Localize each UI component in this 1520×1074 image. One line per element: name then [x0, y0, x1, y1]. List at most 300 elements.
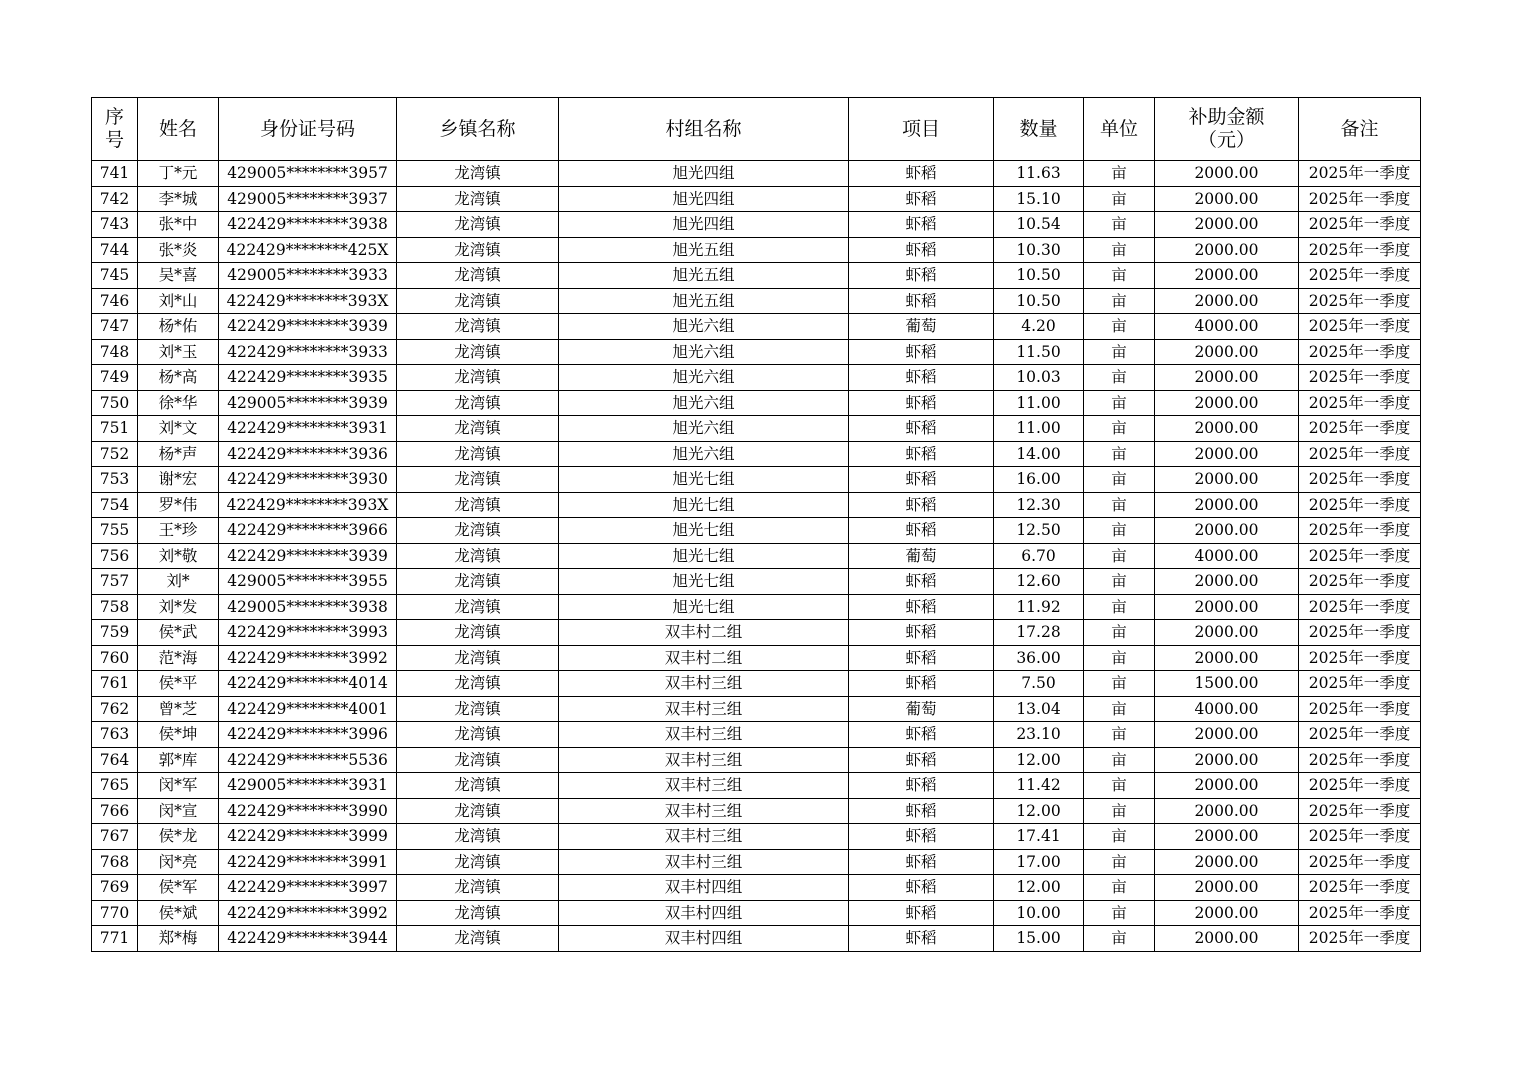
cell-item: 虾稻 — [849, 875, 994, 901]
cell-subsidy-amount: 2000.00 — [1155, 467, 1299, 493]
cell-seq: 746 — [92, 288, 138, 314]
cell-remarks: 2025年一季度 — [1299, 441, 1421, 467]
cell-unit: 亩 — [1084, 824, 1155, 850]
table-row — [92, 416, 1421, 442]
cell-seq: 755 — [92, 518, 138, 544]
cell-village-group: 双丰村三组 — [559, 824, 849, 850]
cell-item: 虾稻 — [849, 339, 994, 365]
cell-township: 龙湾镇 — [397, 314, 559, 340]
cell-item: 虾稻 — [849, 569, 994, 595]
cell-quantity: 17.28 — [994, 620, 1084, 646]
cell-unit: 亩 — [1084, 722, 1155, 748]
cell-subsidy-amount: 2000.00 — [1155, 747, 1299, 773]
cell-seq: 757 — [92, 569, 138, 595]
cell-id-number: 422429********3936 — [219, 441, 397, 467]
cell-name: 谢*宏 — [138, 467, 219, 493]
cell-village-group: 旭光七组 — [559, 467, 849, 493]
cell-quantity: 11.00 — [994, 390, 1084, 416]
cell-quantity: 12.60 — [994, 569, 1084, 595]
cell-township: 龙湾镇 — [397, 849, 559, 875]
cell-village-group: 双丰村四组 — [559, 875, 849, 901]
cell-seq: 753 — [92, 467, 138, 493]
cell-unit: 亩 — [1084, 645, 1155, 671]
cell-quantity: 4.20 — [994, 314, 1084, 340]
table-row — [92, 543, 1421, 569]
table-row — [92, 849, 1421, 875]
cell-unit: 亩 — [1084, 212, 1155, 238]
cell-seq: 754 — [92, 492, 138, 518]
cell-item: 虾稻 — [849, 263, 994, 289]
table-row — [92, 926, 1421, 952]
cell-subsidy-amount: 2000.00 — [1155, 849, 1299, 875]
cell-item: 虾稻 — [849, 773, 994, 799]
cell-township: 龙湾镇 — [397, 518, 559, 544]
cell-remarks: 2025年一季度 — [1299, 594, 1421, 620]
cell-item: 虾稻 — [849, 926, 994, 952]
cell-quantity: 11.63 — [994, 161, 1084, 187]
cell-township: 龙湾镇 — [397, 390, 559, 416]
cell-village-group: 旭光六组 — [559, 390, 849, 416]
cell-unit: 亩 — [1084, 314, 1155, 340]
cell-id-number: 422429********5536 — [219, 747, 397, 773]
cell-unit: 亩 — [1084, 263, 1155, 289]
table-row — [92, 186, 1421, 212]
cell-township: 龙湾镇 — [397, 467, 559, 493]
cell-township: 龙湾镇 — [397, 620, 559, 646]
table-row — [92, 722, 1421, 748]
cell-name: 曾*芝 — [138, 696, 219, 722]
cell-subsidy-amount: 2000.00 — [1155, 492, 1299, 518]
cell-township: 龙湾镇 — [397, 798, 559, 824]
cell-name: 侯*平 — [138, 671, 219, 697]
table-row — [92, 212, 1421, 238]
cell-remarks: 2025年一季度 — [1299, 467, 1421, 493]
cell-remarks: 2025年一季度 — [1299, 288, 1421, 314]
cell-quantity: 17.41 — [994, 824, 1084, 850]
cell-remarks: 2025年一季度 — [1299, 722, 1421, 748]
cell-name: 侯*军 — [138, 875, 219, 901]
cell-unit: 亩 — [1084, 543, 1155, 569]
cell-village-group: 双丰村三组 — [559, 671, 849, 697]
cell-item: 虾稻 — [849, 900, 994, 926]
header-id-number: 身份证号码 — [219, 98, 397, 161]
cell-name: 杨*佑 — [138, 314, 219, 340]
cell-village-group: 双丰村三组 — [559, 722, 849, 748]
cell-remarks: 2025年一季度 — [1299, 798, 1421, 824]
cell-township: 龙湾镇 — [397, 339, 559, 365]
cell-subsidy-amount: 2000.00 — [1155, 773, 1299, 799]
cell-name: 侯*坤 — [138, 722, 219, 748]
cell-item: 虾稻 — [849, 365, 994, 391]
cell-seq: 761 — [92, 671, 138, 697]
cell-village-group: 旭光七组 — [559, 518, 849, 544]
cell-name: 徐*华 — [138, 390, 219, 416]
cell-id-number: 429005********3939 — [219, 390, 397, 416]
cell-quantity: 10.50 — [994, 288, 1084, 314]
cell-remarks: 2025年一季度 — [1299, 620, 1421, 646]
cell-name: 闵*军 — [138, 773, 219, 799]
cell-village-group: 旭光五组 — [559, 288, 849, 314]
table-row — [92, 747, 1421, 773]
cell-quantity: 15.00 — [994, 926, 1084, 952]
cell-seq: 767 — [92, 824, 138, 850]
cell-item: 虾稻 — [849, 645, 994, 671]
cell-remarks: 2025年一季度 — [1299, 492, 1421, 518]
cell-quantity: 15.10 — [994, 186, 1084, 212]
cell-item: 虾稻 — [849, 594, 994, 620]
table-row — [92, 441, 1421, 467]
cell-quantity: 7.50 — [994, 671, 1084, 697]
cell-township: 龙湾镇 — [397, 441, 559, 467]
table-row — [92, 518, 1421, 544]
cell-seq: 760 — [92, 645, 138, 671]
cell-seq: 758 — [92, 594, 138, 620]
cell-item: 虾稻 — [849, 416, 994, 442]
header-row — [92, 98, 1421, 161]
cell-remarks: 2025年一季度 — [1299, 900, 1421, 926]
cell-unit: 亩 — [1084, 696, 1155, 722]
cell-unit: 亩 — [1084, 492, 1155, 518]
cell-remarks: 2025年一季度 — [1299, 747, 1421, 773]
cell-subsidy-amount: 2000.00 — [1155, 875, 1299, 901]
cell-id-number: 422429********4001 — [219, 696, 397, 722]
table-row — [92, 161, 1421, 187]
cell-unit: 亩 — [1084, 161, 1155, 187]
cell-unit: 亩 — [1084, 926, 1155, 952]
cell-id-number: 422429********3939 — [219, 314, 397, 340]
cell-item: 虾稻 — [849, 467, 994, 493]
cell-unit: 亩 — [1084, 875, 1155, 901]
cell-quantity: 13.04 — [994, 696, 1084, 722]
cell-id-number: 422429********3999 — [219, 824, 397, 850]
cell-seq: 749 — [92, 365, 138, 391]
cell-quantity: 11.50 — [994, 339, 1084, 365]
cell-remarks: 2025年一季度 — [1299, 339, 1421, 365]
cell-township: 龙湾镇 — [397, 416, 559, 442]
cell-seq: 766 — [92, 798, 138, 824]
cell-quantity: 17.00 — [994, 849, 1084, 875]
cell-village-group: 双丰村四组 — [559, 900, 849, 926]
cell-id-number: 429005********3938 — [219, 594, 397, 620]
cell-subsidy-amount: 4000.00 — [1155, 696, 1299, 722]
cell-name: 侯*龙 — [138, 824, 219, 850]
cell-subsidy-amount: 2000.00 — [1155, 645, 1299, 671]
cell-seq: 763 — [92, 722, 138, 748]
cell-village-group: 双丰村四组 — [559, 926, 849, 952]
cell-village-group: 双丰村三组 — [559, 798, 849, 824]
cell-name: 杨*声 — [138, 441, 219, 467]
cell-id-number: 422429********3930 — [219, 467, 397, 493]
cell-township: 龙湾镇 — [397, 569, 559, 595]
cell-village-group: 双丰村三组 — [559, 696, 849, 722]
cell-village-group: 双丰村三组 — [559, 747, 849, 773]
cell-seq: 747 — [92, 314, 138, 340]
cell-remarks: 2025年一季度 — [1299, 569, 1421, 595]
cell-name: 吴*喜 — [138, 263, 219, 289]
table-row — [92, 237, 1421, 263]
cell-unit: 亩 — [1084, 416, 1155, 442]
cell-seq: 762 — [92, 696, 138, 722]
table-row — [92, 875, 1421, 901]
table-row — [92, 263, 1421, 289]
cell-item: 虾稻 — [849, 747, 994, 773]
cell-name: 张*炎 — [138, 237, 219, 263]
cell-unit: 亩 — [1084, 518, 1155, 544]
table-row — [92, 314, 1421, 340]
cell-name: 丁*元 — [138, 161, 219, 187]
cell-id-number: 429005********3931 — [219, 773, 397, 799]
cell-remarks: 2025年一季度 — [1299, 645, 1421, 671]
cell-unit: 亩 — [1084, 186, 1155, 212]
table-row — [92, 467, 1421, 493]
cell-township: 龙湾镇 — [397, 492, 559, 518]
header-subsidy: 补助金额（元） — [1155, 98, 1299, 161]
cell-name: 侯*斌 — [138, 900, 219, 926]
cell-item: 虾稻 — [849, 798, 994, 824]
table-body — [92, 161, 1421, 952]
cell-name: 闵*亮 — [138, 849, 219, 875]
cell-unit: 亩 — [1084, 569, 1155, 595]
cell-name: 刘*玉 — [138, 339, 219, 365]
cell-name: 范*海 — [138, 645, 219, 671]
cell-id-number: 422429********3991 — [219, 849, 397, 875]
cell-subsidy-amount: 2000.00 — [1155, 237, 1299, 263]
cell-remarks: 2025年一季度 — [1299, 314, 1421, 340]
cell-subsidy-amount: 2000.00 — [1155, 339, 1299, 365]
cell-village-group: 旭光六组 — [559, 314, 849, 340]
cell-seq: 741 — [92, 161, 138, 187]
cell-quantity: 11.92 — [994, 594, 1084, 620]
cell-item: 虾稻 — [849, 237, 994, 263]
cell-name: 李*城 — [138, 186, 219, 212]
cell-id-number: 422429********3944 — [219, 926, 397, 952]
subsidy-table — [91, 97, 1421, 952]
cell-remarks: 2025年一季度 — [1299, 365, 1421, 391]
cell-id-number: 422429********425X — [219, 237, 397, 263]
cell-item: 虾稻 — [849, 390, 994, 416]
cell-unit: 亩 — [1084, 365, 1155, 391]
cell-name: 闵*宣 — [138, 798, 219, 824]
cell-subsidy-amount: 2000.00 — [1155, 926, 1299, 952]
cell-quantity: 12.00 — [994, 875, 1084, 901]
cell-name: 王*珍 — [138, 518, 219, 544]
cell-id-number: 429005********3933 — [219, 263, 397, 289]
cell-subsidy-amount: 1500.00 — [1155, 671, 1299, 697]
cell-item: 虾稻 — [849, 518, 994, 544]
cell-seq: 751 — [92, 416, 138, 442]
table-row — [92, 492, 1421, 518]
cell-remarks: 2025年一季度 — [1299, 518, 1421, 544]
cell-seq: 750 — [92, 390, 138, 416]
cell-seq: 745 — [92, 263, 138, 289]
cell-item: 葡萄 — [849, 543, 994, 569]
header-name: 姓名 — [138, 98, 219, 161]
cell-item: 虾稻 — [849, 671, 994, 697]
cell-remarks: 2025年一季度 — [1299, 416, 1421, 442]
cell-remarks: 2025年一季度 — [1299, 671, 1421, 697]
cell-township: 龙湾镇 — [397, 875, 559, 901]
cell-subsidy-amount: 2000.00 — [1155, 620, 1299, 646]
cell-seq: 771 — [92, 926, 138, 952]
cell-remarks: 2025年一季度 — [1299, 390, 1421, 416]
table-header — [92, 98, 1421, 161]
cell-id-number: 429005********3955 — [219, 569, 397, 595]
cell-quantity: 10.50 — [994, 263, 1084, 289]
cell-remarks: 2025年一季度 — [1299, 237, 1421, 263]
cell-village-group: 旭光七组 — [559, 569, 849, 595]
cell-unit: 亩 — [1084, 441, 1155, 467]
cell-township: 龙湾镇 — [397, 645, 559, 671]
cell-village-group: 双丰村二组 — [559, 645, 849, 671]
cell-quantity: 11.00 — [994, 416, 1084, 442]
cell-subsidy-amount: 2000.00 — [1155, 594, 1299, 620]
cell-quantity: 10.30 — [994, 237, 1084, 263]
cell-name: 罗*伟 — [138, 492, 219, 518]
cell-item: 虾稻 — [849, 824, 994, 850]
cell-seq: 768 — [92, 849, 138, 875]
cell-id-number: 422429********3939 — [219, 543, 397, 569]
cell-quantity: 12.00 — [994, 747, 1084, 773]
cell-remarks: 2025年一季度 — [1299, 212, 1421, 238]
table-row — [92, 824, 1421, 850]
cell-quantity: 36.00 — [994, 645, 1084, 671]
cell-quantity: 12.30 — [994, 492, 1084, 518]
cell-id-number: 422429********3997 — [219, 875, 397, 901]
cell-unit: 亩 — [1084, 671, 1155, 697]
cell-village-group: 旭光五组 — [559, 263, 849, 289]
cell-village-group: 旭光六组 — [559, 339, 849, 365]
cell-subsidy-amount: 2000.00 — [1155, 798, 1299, 824]
cell-subsidy-amount: 2000.00 — [1155, 416, 1299, 442]
cell-id-number: 422429********3992 — [219, 645, 397, 671]
cell-id-number: 422429********3935 — [219, 365, 397, 391]
cell-id-number: 422429********3993 — [219, 620, 397, 646]
cell-village-group: 双丰村二组 — [559, 620, 849, 646]
cell-unit: 亩 — [1084, 288, 1155, 314]
table-row — [92, 900, 1421, 926]
cell-village-group: 旭光四组 — [559, 212, 849, 238]
cell-village-group: 双丰村三组 — [559, 773, 849, 799]
cell-quantity: 12.50 — [994, 518, 1084, 544]
cell-id-number: 422429********3966 — [219, 518, 397, 544]
cell-remarks: 2025年一季度 — [1299, 824, 1421, 850]
table-row — [92, 288, 1421, 314]
cell-id-number: 422429********3938 — [219, 212, 397, 238]
cell-remarks: 2025年一季度 — [1299, 543, 1421, 569]
header-item: 项目 — [849, 98, 994, 161]
cell-remarks: 2025年一季度 — [1299, 696, 1421, 722]
cell-item: 虾稻 — [849, 161, 994, 187]
cell-quantity: 16.00 — [994, 467, 1084, 493]
cell-unit: 亩 — [1084, 849, 1155, 875]
cell-village-group: 双丰村三组 — [559, 849, 849, 875]
cell-name: 刘*山 — [138, 288, 219, 314]
cell-township: 龙湾镇 — [397, 773, 559, 799]
cell-unit: 亩 — [1084, 747, 1155, 773]
cell-name: 侯*武 — [138, 620, 219, 646]
table-row — [92, 696, 1421, 722]
cell-name: 刘* — [138, 569, 219, 595]
cell-id-number: 422429********3996 — [219, 722, 397, 748]
cell-id-number: 422429********393X — [219, 288, 397, 314]
cell-name: 郭*库 — [138, 747, 219, 773]
cell-remarks: 2025年一季度 — [1299, 773, 1421, 799]
cell-seq: 770 — [92, 900, 138, 926]
cell-subsidy-amount: 2000.00 — [1155, 390, 1299, 416]
cell-unit: 亩 — [1084, 773, 1155, 799]
table-row — [92, 569, 1421, 595]
cell-village-group: 旭光六组 — [559, 365, 849, 391]
cell-township: 龙湾镇 — [397, 161, 559, 187]
cell-subsidy-amount: 2000.00 — [1155, 161, 1299, 187]
cell-remarks: 2025年一季度 — [1299, 875, 1421, 901]
cell-subsidy-amount: 4000.00 — [1155, 314, 1299, 340]
cell-seq: 743 — [92, 212, 138, 238]
cell-township: 龙湾镇 — [397, 263, 559, 289]
cell-village-group: 旭光四组 — [559, 186, 849, 212]
cell-item: 虾稻 — [849, 441, 994, 467]
cell-unit: 亩 — [1084, 339, 1155, 365]
cell-subsidy-amount: 2000.00 — [1155, 263, 1299, 289]
cell-seq: 756 — [92, 543, 138, 569]
cell-township: 龙湾镇 — [397, 594, 559, 620]
cell-subsidy-amount: 2000.00 — [1155, 288, 1299, 314]
table-row — [92, 390, 1421, 416]
cell-subsidy-amount: 2000.00 — [1155, 186, 1299, 212]
cell-unit: 亩 — [1084, 467, 1155, 493]
cell-item: 葡萄 — [849, 696, 994, 722]
cell-subsidy-amount: 2000.00 — [1155, 569, 1299, 595]
cell-seq: 765 — [92, 773, 138, 799]
cell-subsidy-amount: 2000.00 — [1155, 212, 1299, 238]
header-remarks: 备注 — [1299, 98, 1421, 161]
cell-name: 杨*高 — [138, 365, 219, 391]
cell-township: 龙湾镇 — [397, 926, 559, 952]
cell-remarks: 2025年一季度 — [1299, 186, 1421, 212]
cell-subsidy-amount: 4000.00 — [1155, 543, 1299, 569]
header-quantity: 数量 — [994, 98, 1084, 161]
cell-name: 张*中 — [138, 212, 219, 238]
cell-id-number: 422429********3992 — [219, 900, 397, 926]
cell-township: 龙湾镇 — [397, 824, 559, 850]
cell-name: 刘*文 — [138, 416, 219, 442]
cell-subsidy-amount: 2000.00 — [1155, 722, 1299, 748]
header-village-group: 村组名称 — [559, 98, 849, 161]
cell-village-group: 旭光五组 — [559, 237, 849, 263]
cell-id-number: 422429********393X — [219, 492, 397, 518]
cell-subsidy-amount: 2000.00 — [1155, 365, 1299, 391]
cell-quantity: 10.03 — [994, 365, 1084, 391]
cell-village-group: 旭光七组 — [559, 594, 849, 620]
cell-quantity: 11.42 — [994, 773, 1084, 799]
cell-seq: 748 — [92, 339, 138, 365]
table-row — [92, 773, 1421, 799]
cell-seq: 744 — [92, 237, 138, 263]
cell-township: 龙湾镇 — [397, 671, 559, 697]
cell-quantity: 12.00 — [994, 798, 1084, 824]
cell-item: 虾稻 — [849, 849, 994, 875]
cell-remarks: 2025年一季度 — [1299, 263, 1421, 289]
cell-item: 虾稻 — [849, 722, 994, 748]
cell-name: 郑*梅 — [138, 926, 219, 952]
cell-township: 龙湾镇 — [397, 365, 559, 391]
cell-village-group: 旭光六组 — [559, 441, 849, 467]
table-row — [92, 798, 1421, 824]
cell-township: 龙湾镇 — [397, 747, 559, 773]
cell-id-number: 422429********3990 — [219, 798, 397, 824]
cell-item: 虾稻 — [849, 288, 994, 314]
cell-subsidy-amount: 2000.00 — [1155, 824, 1299, 850]
